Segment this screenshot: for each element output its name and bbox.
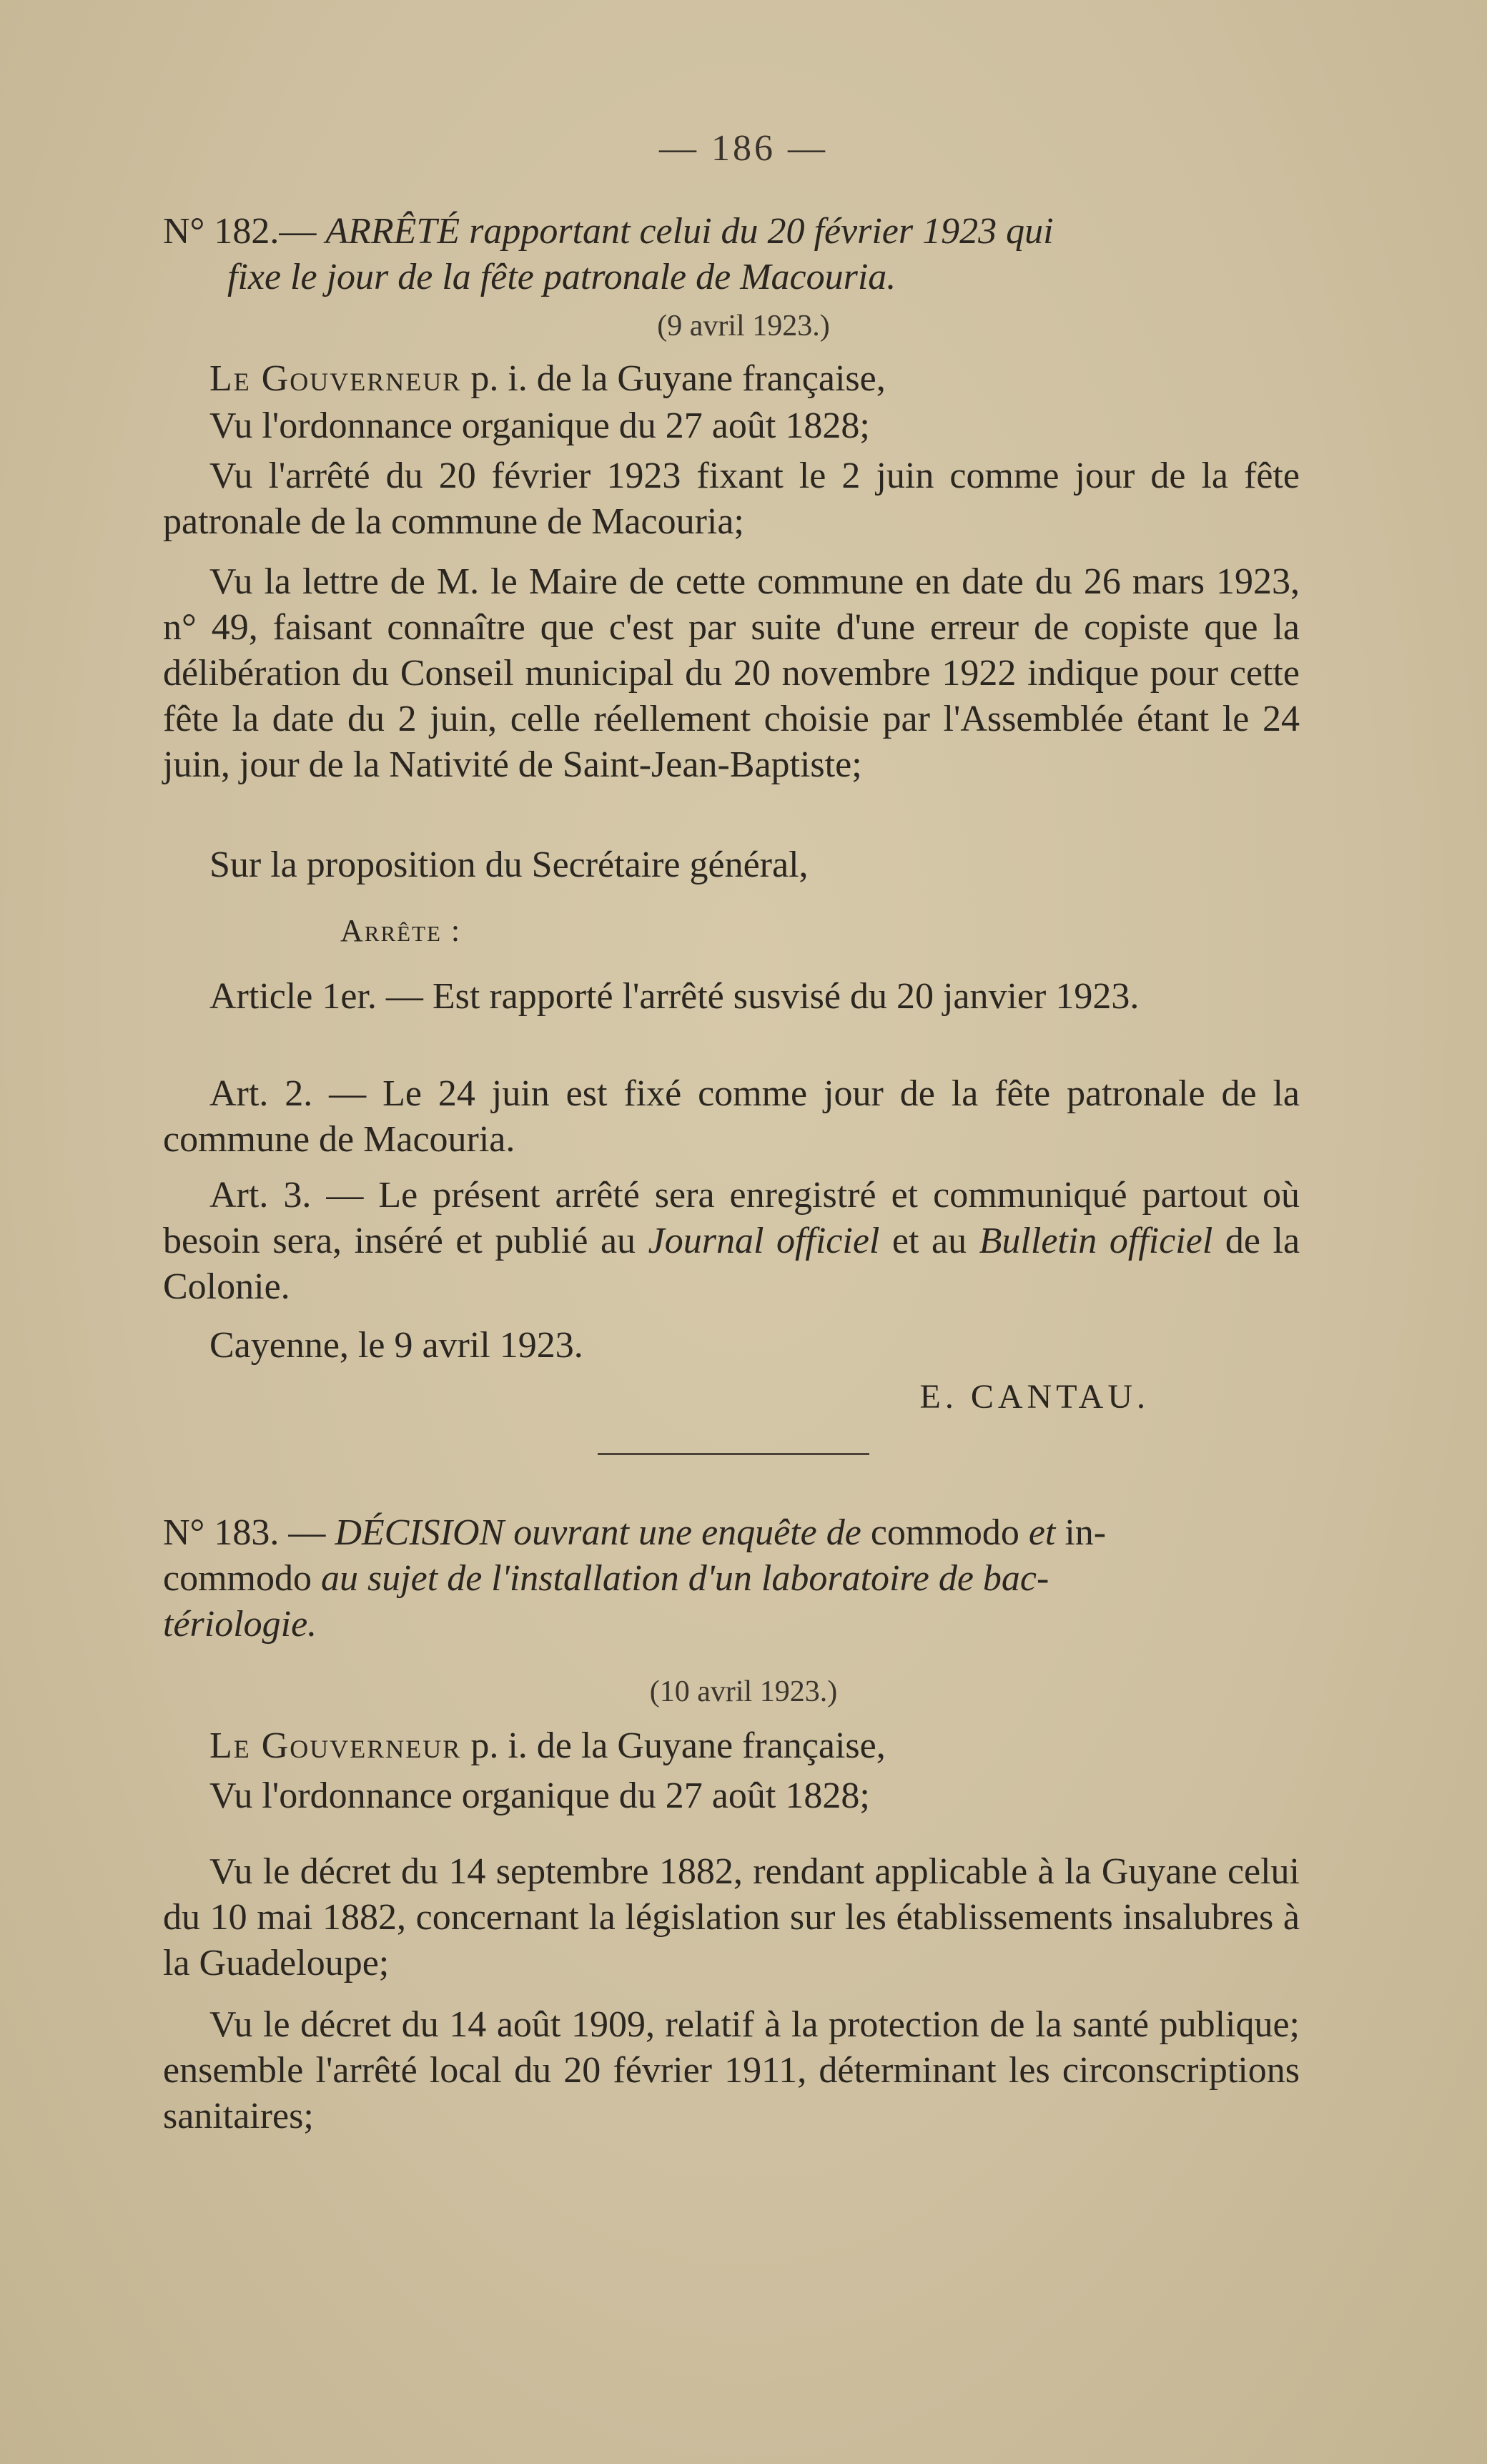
decree-182-article-1: Article 1er. — Est rapporté l'arrêté susvisé du 20 janvier 1923. [209, 976, 1140, 1017]
journal-officiel: Journal officiel [648, 1221, 880, 1261]
decree-183-number: N° 183. — [163, 1512, 326, 1553]
decree-182-proposition: Sur la proposition du Secrétaire général, [209, 844, 809, 885]
decree-183-vu-decret-1909: Vu le décret du 14 août 1909, relatif à la protection de la santé publique; ensemble l'arrêté local du 20 février 1911, déterminant les circonscriptions sanitaires; [163, 2004, 1300, 2137]
decree-183-vu-ordonnance: Vu l'ordonnance organique du 27 août 1828; [209, 1775, 870, 1816]
decree-183-title-line2: commodo au sujet de l'installation d'un laboratoire de bac- [163, 1558, 1049, 1599]
decree-183-title-line3: tériologie. [163, 1604, 317, 1645]
decree-182-title-line1: ARRÊTÉ rapportant celui du 20 février 1923 qui [325, 211, 1054, 252]
governor-title: Le Gouverneur [209, 358, 462, 399]
decree-182-heading [163, 209, 1300, 300]
governor-rest: p. i. de la Guyane française, [461, 358, 886, 399]
decree-183-governor: Le Gouverneur p. i. de la Guyane française, [209, 1725, 886, 1766]
decree-182-vu-ordonnance: Vu l'ordonnance organique du 27 août 1828; [209, 405, 870, 446]
decree-182-signature: E. CANTAU. [919, 1378, 1150, 1416]
bulletin-officiel: Bulletin officiel [979, 1221, 1213, 1261]
decree-182-governor [163, 356, 1300, 402]
decree-182-place-date: Cayenne, le 9 avril 1923. [209, 1325, 583, 1366]
decree-182-vu-arrete: Vu l'arrêté du 20 février 1923 fixant le 2 juin comme jour de la fête patronale de la commune de Macouria; [163, 455, 1300, 542]
decree-182-date: (9 avril 1923.) [657, 310, 830, 343]
decree-183-vu-decret-1882: Vu le décret du 14 septembre 1882, rendant applicable à la Guyane celui du 10 mai 1882, concernant la législation sur les établissements insalubres à la Guadeloupe; [163, 1851, 1300, 1983]
decree-182-arrete-label: Arrête : [340, 913, 462, 948]
decree-183-date: (10 avril 1923.) [649, 1675, 838, 1708]
decree-183-heading: N° 183. — DÉCISION ouvrant une enquête de commodo et in- commodo au sujet de l'installation d'un laboratoire de bac- tériologie. [163, 1510, 1300, 1647]
decree-182-article-2: Art. 2. — Le 24 juin est fixé comme jour de la fête patronale de la commune de Macouria. [163, 1073, 1300, 1160]
page-number: — 186 — [659, 128, 828, 169]
decree-182-article-3: Art. 3. — Le présent arrêté sera enregistré et communiqué partout où besoin sera, inséré et publié au Journal officiel et au Bulletin officiel de la Colonie. [163, 1175, 1300, 1307]
decree-182-number: N° 182.— [163, 211, 317, 252]
decree-182-vu-lettre: Vu la lettre de M. le Maire de cette commune en date du 26 mars 1923, n° 49, faisant connaître que c'est par suite d'une erreur de copiste que la délibération du Conseil municipal du 20 novembre 1922 indique pour cette fête la date du 2 juin, celle réellement choisie par l'Assemblée étant le 24 juin, jour de la Nativité de Saint-Jean-Baptiste; [163, 561, 1300, 785]
decree-182-title-line2: fixe le jour de la fête patronale de Macouria. [227, 257, 896, 297]
section-divider [598, 1453, 869, 1455]
